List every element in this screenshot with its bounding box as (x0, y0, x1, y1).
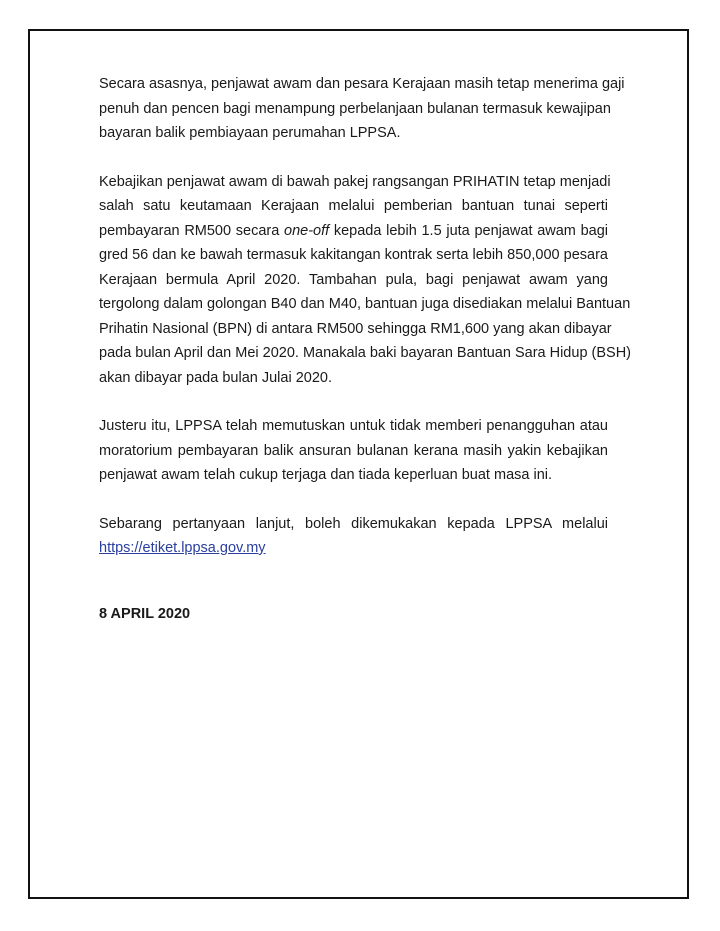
link-line (99, 536, 608, 561)
paragraph-enquiries (99, 512, 608, 561)
paragraph-salary (99, 72, 625, 146)
text-line: Prihatin Nasional (BPN) di antara RM500 sehingga RM1,600 yang akan dibayar (99, 320, 612, 337)
paragraph-moratorium (99, 414, 608, 488)
text-line: gred 56 dan ke bawah termasuk kakitangan kontrak serta lebih 850,000 pesara (99, 247, 608, 263)
text-line: Secara asasnya, penjawat awam dan pesara Kerajaan masih tetap menerima gaji (99, 76, 625, 92)
paragraph-prihatin (99, 170, 632, 391)
text-segment: kepada lebih 1.5 juta penjawat awam bagi (329, 222, 608, 239)
text-line: moratorium pembayaran balik ansuran bulanan kerana masih yakin kebajikan (99, 442, 608, 459)
text-line: pada bulan April dan Mei 2020. Manakala baki bayaran Bantuan Sara Hidup (BSH) (99, 345, 632, 361)
text-line: tergolong dalam golongan B40 dan M40, bantuan juga disediakan melalui Bantuan (99, 296, 631, 312)
text-line-with-italic (99, 219, 608, 244)
document-date: 8 APRIL 2020 (99, 605, 191, 622)
text-line: Kerajaan bermula April 2020. Tambahan pula, bagi penjawat awam yang (99, 271, 608, 288)
text-segment: pembayaran RM500 secara (99, 222, 284, 239)
text-line: Sebarang pertanyaan lanjut, boleh dikemukakan kepada LPPSA melalui (99, 515, 608, 532)
text-line: penjawat awam telah cukup terjaga dan tiada keperluan buat masa ini. (99, 467, 553, 483)
etiket-link[interactable]: https://etiket.lppsa.gov.my (99, 540, 266, 556)
text-line: Kebajikan penjawat awam di bawah pakej rangsangan PRIHATIN tetap menjadi (99, 173, 611, 190)
text-line: penuh dan pencen bagi menampung perbelanjaan bulanan termasuk kewajipan (99, 100, 611, 117)
italic-term: one-off (284, 222, 330, 239)
letter-body (99, 72, 632, 626)
text-line: bayaran balik pembiayaan perumahan LPPSA. (99, 125, 401, 141)
text-line: akan dibayar pada bulan Julai 2020. (99, 369, 332, 386)
text-line: Justeru itu, LPPSA telah memutuskan untuk tidak memberi penangguhan atau (99, 418, 608, 434)
text-line: salah satu keutamaan Kerajaan melalui pemberian bantuan tunai seperti (99, 198, 608, 214)
